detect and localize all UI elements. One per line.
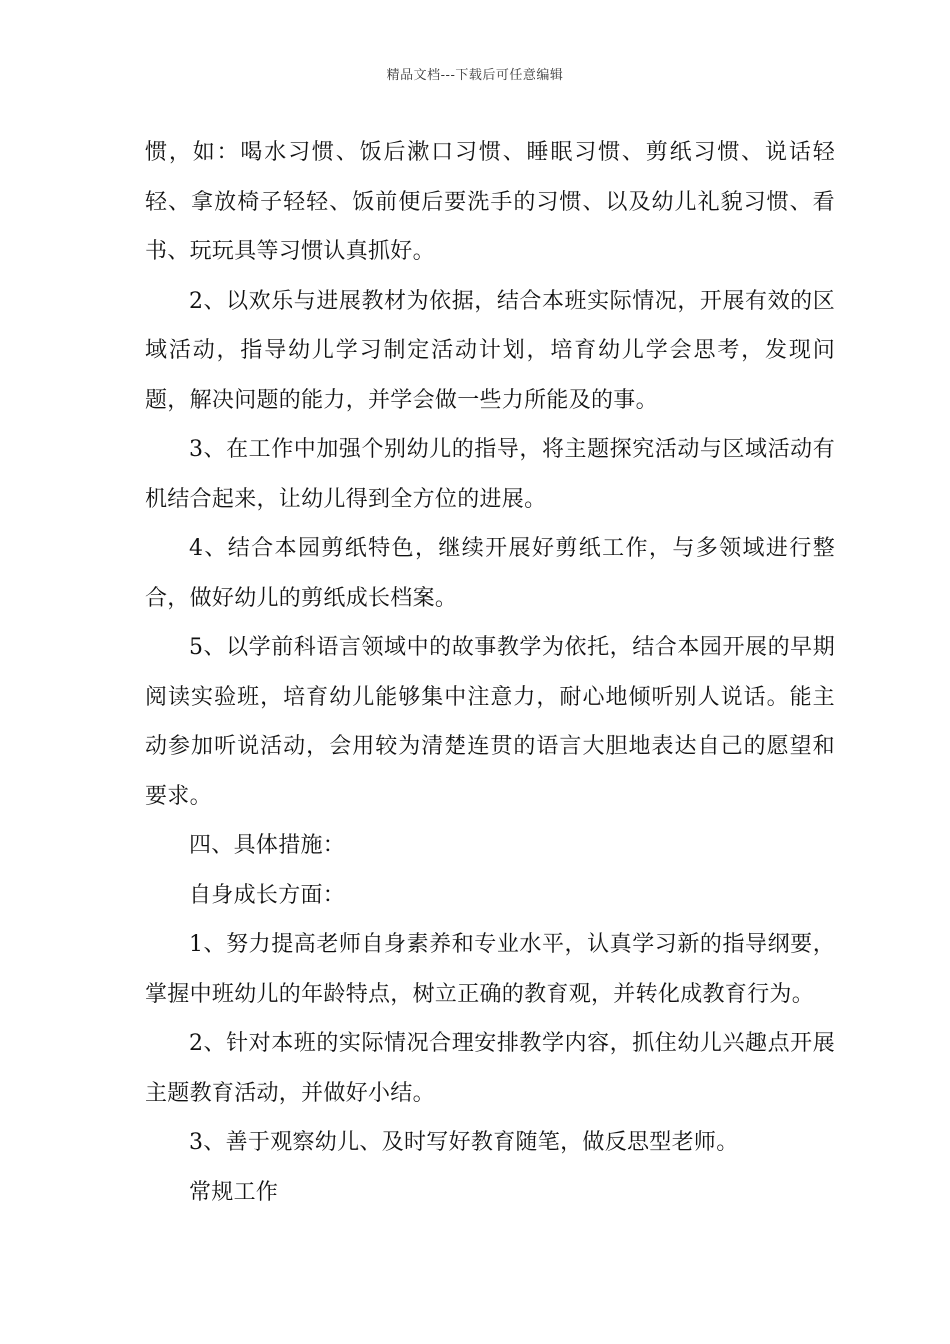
page-header: 精品文档---下载后可任意编辑	[386, 68, 564, 83]
document-body	[145, 128, 835, 1217]
section-heading-measures: 四、具体措施：	[189, 833, 346, 858]
paragraph-growth-1: 1、努力提高老师自身素养和专业水平，认真学习新的指导纲要，掌握中班幼儿的年龄特点，树立正确的教育观，并转化成教育行为。	[145, 932, 835, 1007]
paragraph-item-5: 5、以学前科语言领域中的故事教学为依托，结合本园开展的早期阅读实验班，培育幼儿能够集中注意力，耐心地倾听别人说话。能主动参加听说活动，会用较为清楚连贯的语言大胆地表达自己的愿望和要求。	[145, 635, 835, 809]
paragraph-growth-3: 3、善于观察幼儿、及时写好教育随笔，做反思型老师。	[189, 1130, 739, 1155]
paragraph-growth-2: 2、针对本班的实际情况合理安排教学内容，抓住幼儿兴趣点开展主题教育活动，并做好小结。	[145, 1031, 835, 1106]
paragraph-item-2: 2、以欢乐与进展教材为依据，结合本班实际情况，开展有效的区域活动，指导幼儿学习制定活动计划，培育幼儿学会思考，发现问题，解决问题的能力，并学会做一些力所能及的事。	[145, 288, 835, 413]
paragraph-item-3: 3、在工作中加强个别幼儿的指导，将主题探究活动与区域活动有机结合起来，让幼儿得到全方位的进展。	[145, 437, 835, 512]
paragraph-habits-continued: 惯，如：喝水习惯、饭后漱口习惯、睡眠习惯、剪纸习惯、说话轻轻、拿放椅子轻轻、饭前便后要洗手的习惯、以及幼儿礼貌习惯、看书、玩玩具等习惯认真抓好。	[145, 140, 835, 264]
paragraph-item-4: 4、结合本园剪纸特色，继续开展好剪纸工作，与多领域进行整合，做好幼儿的剪纸成长档案。	[145, 536, 835, 611]
subheading-self-growth: 自身成长方面：	[189, 882, 346, 908]
subheading-routine-work: 常规工作	[189, 1179, 279, 1205]
